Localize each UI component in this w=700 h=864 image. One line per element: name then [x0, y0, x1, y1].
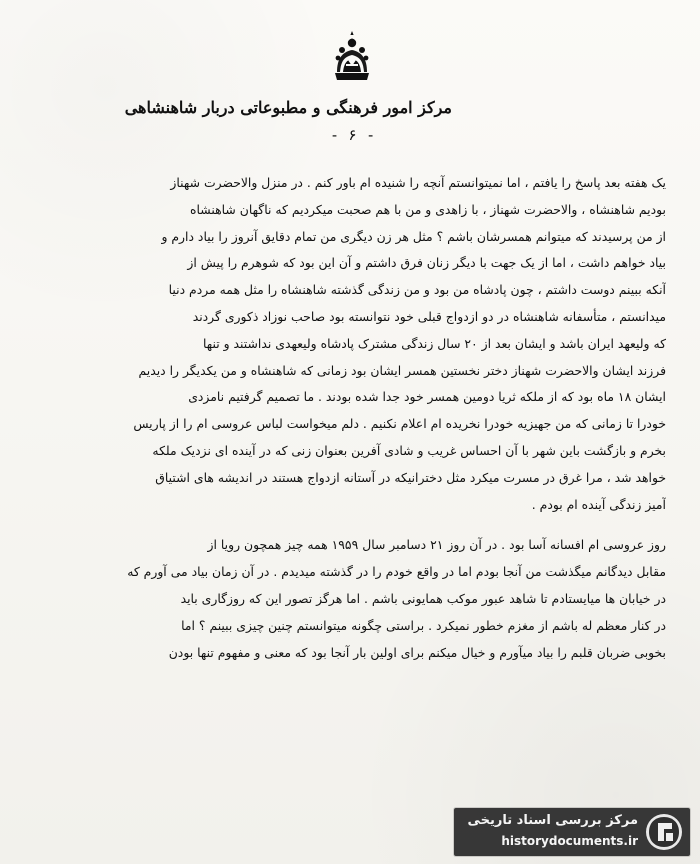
text-line: آنکه ببینم دوست داشتم ، چون پادشاه من بود و من زندگی گذشته شاهنشاه را مثل همه مردم دنیا — [168, 282, 666, 298]
archive-watermark — [454, 808, 690, 856]
watermark-url: historydocuments.ir — [501, 834, 638, 848]
text-line: در کنار معظم له باشم از مغزم خطور نمیکرد . براستی چگونه میتوانستم چنین چیزی ببینم ؟ اما — [181, 617, 666, 633]
crown-emblem-icon — [328, 30, 376, 86]
text-line: مقابل دیدگانم میگذشت من آنجا بودم اما در واقع خودم را در گذشته میدیدم . در آن زمان بیاد می آورم که — [127, 564, 666, 580]
text-line: آمیز زندگی آینده ام بودم . — [531, 496, 666, 512]
document-header-title: مرکز امور فرهنگی و مطبوعاتی دربار شاهنشاهی — [124, 98, 452, 117]
watermark-title: مرکز بررسی اسناد تاریخی — [467, 813, 638, 828]
text-line: یک هفته بعد پاسخ را یافتم ، اما نمیتوانستم آنچه را شنیده ام باور کنم . در منزل والاحضرت شهناز — [170, 175, 666, 190]
text-line: فرزند ایشان والاحضرت شهناز دختر نخستین همسر ایشان بود زمانی که شاهنشاه و من یکدیگر را دیدیم — [138, 362, 666, 378]
text-line: میدانستم ، متأسفانه شاهنشاه در دو ازدواج قبلی خود نتوانسته بود صاحب نوزاد ذکوری گردند — [192, 308, 666, 324]
text-line: که ولیعهد ایران باشد و ایشان بعد از ۲۰ سال زندگی مشترک پادشاه ولیعهدی نداشتند و تنها — [203, 335, 666, 351]
text-line: بودیم شاهنشاه ، والاحضرت شهناز ، با زاهدی و من با هم صحبت میکردیم که ناگهان شاهنشاه — [190, 201, 666, 217]
text-line: از من پرسیدند که میتوانم همسرشان باشم ؟ مثل هر زن دیگری من تمام دقایق آنروز را بیاد دارم و — [161, 228, 666, 244]
document-body — [56, 170, 666, 830]
text-line: بخرم و بازگشت باین شهر با آن احساس غریب و شادی آفرین بعنوان زنی که در آینده ای نزدیک ملکه — [152, 442, 666, 458]
text-line: در خیابان ها میایستادم تا شاهد عبور موکب همایونی باشم . اما هرگز تصور این که روزگاری باید — [180, 590, 666, 606]
text-line: بخوبی ضربان قلبم را بیاد میآورم و خیال میکنم برای اولین بار آنجا بود که معنی و مفهوم تنها بودن — [168, 644, 666, 660]
archive-logo-icon — [644, 812, 684, 852]
text-line: خواهد شد ، مرا غرق در مسرت میکرد مثل دخترانیکه در آستانه ازدواج هستند در اندیشه های اشتیاق — [155, 469, 666, 485]
page-number: - ۶ - — [330, 126, 376, 144]
text-line: بیاد خواهم داشت ، اما از یک جهت با دیگر زنان فرق داشتم و آن این بود که شوهرم را پیش از — [187, 255, 666, 271]
text-line: خودرا تا زمانی که من جهیزیه خودرا نخریده ام اعلام نکنیم . دلم میخواست لباس عروسی ام را از پاریس — [133, 416, 666, 432]
text-line: روز عروسی ام افسانه آسا بود . در آن روز ۲۱ دسامبر سال ۱۹۵۹ همه چیز همچون رویا از — [207, 537, 666, 553]
text-line: ایشان ۱۸ ماه بود که از ملکه ثریا دومین همسر خود جدا شده بودند . ما تصمیم گرفتیم نامزدی — [188, 389, 666, 405]
paragraph-spacer — [56, 518, 666, 532]
